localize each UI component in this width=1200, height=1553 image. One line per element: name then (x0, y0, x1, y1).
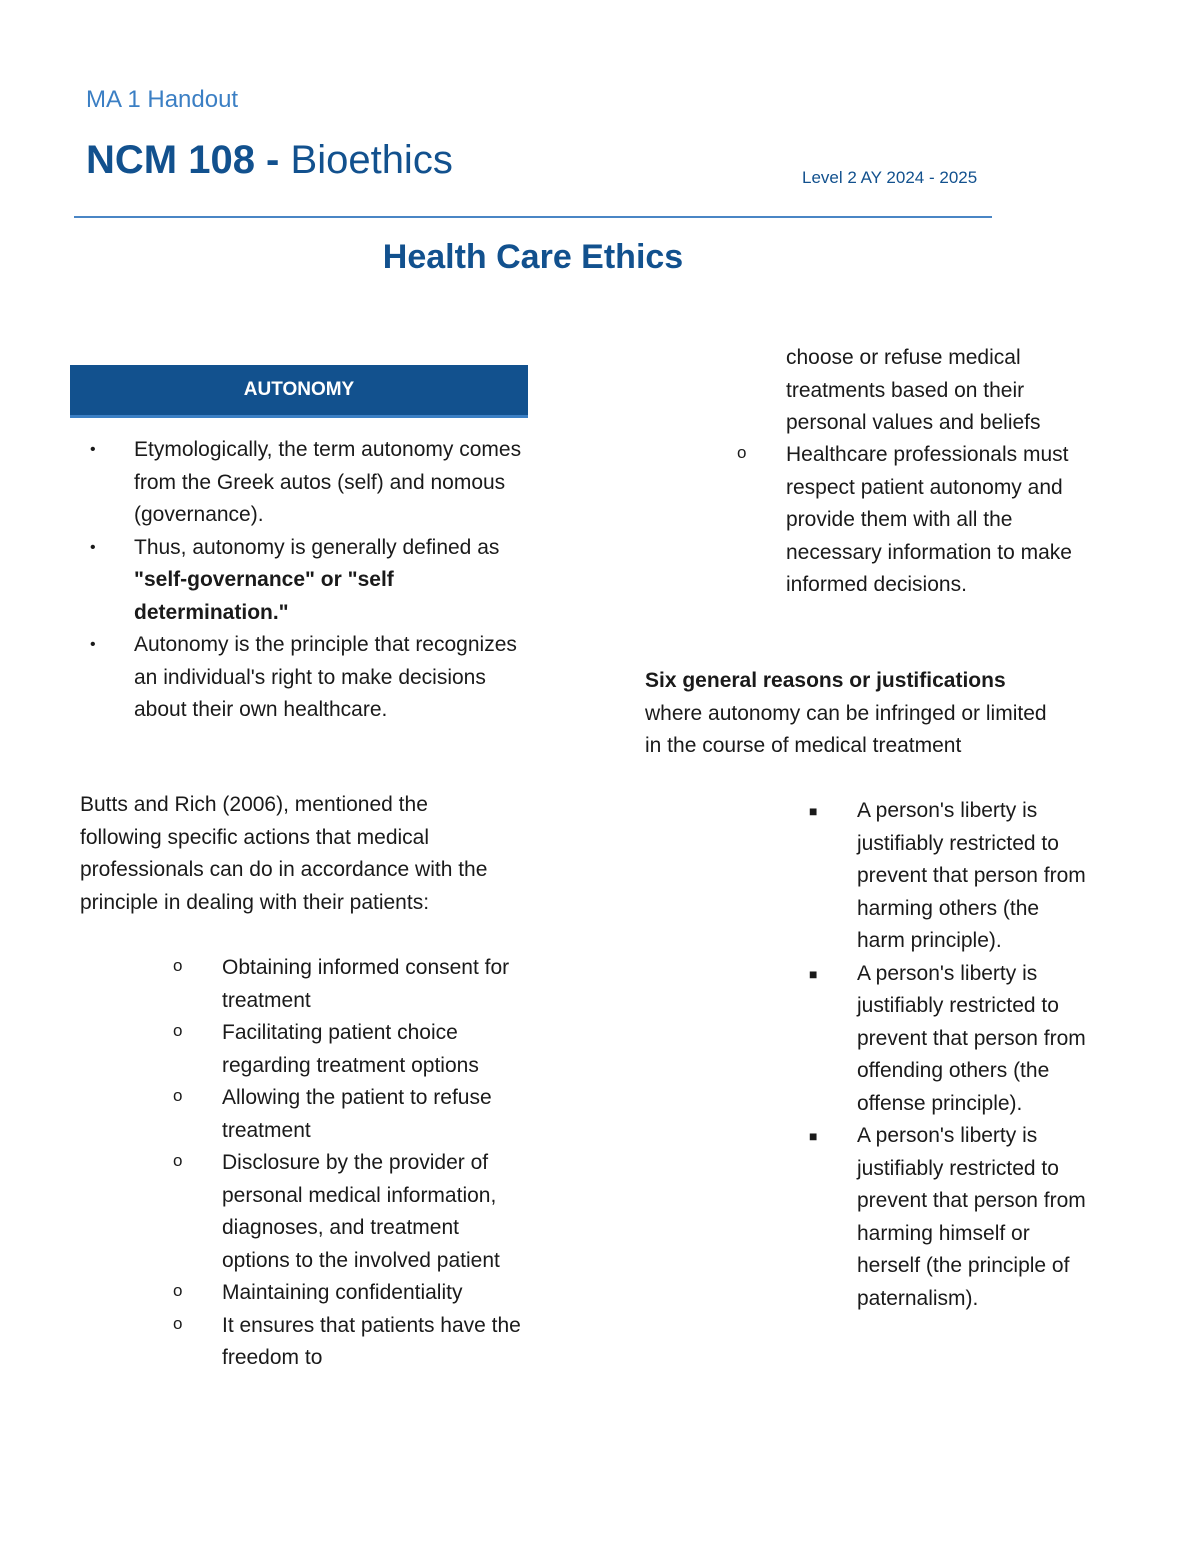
section-banner (70, 365, 528, 418)
section-banner-label: AUTONOMY (243, 379, 355, 400)
six-reasons-text: where autonomy can be infringed or limited in the course of medical treatment (645, 701, 1047, 757)
list-item-bold-text: "self-governance" or "self determination." (134, 568, 394, 624)
list-item: ■ A person's liberty is justifiably restricted to prevent that person from offending others (the offense principle). (857, 958, 1092, 1121)
principles-list (857, 795, 1092, 1315)
list-item: o Allowing the patient to refuse treatment (222, 1082, 522, 1147)
actions-list (222, 952, 522, 1375)
six-reasons-heading: Six general reasons or justifications (645, 669, 1006, 692)
list-item: o Healthcare professionals must respect patient autonomy and provide them with all the necessary information to make informed decisions. (786, 439, 1076, 602)
list-item: ■ A person's liberty is justifiably restricted to prevent that person from harming himself or herself (the principle of paternalism). (857, 1120, 1092, 1315)
list-item (134, 532, 534, 630)
healthcare-list (786, 439, 1076, 602)
list-item: • Etymologically, the term autonomy comes from the Greek autos (self) and nomous (governance). (134, 434, 534, 532)
list-item: o Obtaining informed consent for treatment (222, 952, 522, 1017)
list-item-text: Thus, autonomy is generally defined as (134, 535, 500, 559)
handout-label: MA 1 Handout (86, 86, 239, 113)
butts-rich-paragraph: Butts and Rich (2006), mentioned the following specific actions that medical professionals can do in accordance with the principle in dealing with their patients: (80, 793, 488, 914)
autonomy-bullets (134, 434, 534, 727)
course-title (86, 138, 453, 183)
list-item: o Facilitating patient choice regarding treatment options (222, 1017, 522, 1082)
list-item: o Maintaining confidentiality (222, 1277, 522, 1310)
six-reasons-paragraph (645, 665, 1065, 763)
list-item: • Autonomy is the principle that recognizes an individual's right to make decisions about their own healthcare. (134, 629, 534, 727)
continuation-text: choose or refuse medical treatments based on their personal values and beliefs (786, 346, 1041, 434)
course-name: Bioethics (290, 138, 453, 182)
level-label: Level 2 AY 2024 - 2025 (802, 168, 978, 187)
header-divider (74, 216, 992, 218)
list-item: o Disclosure by the provider of personal medical information, diagnoses, and treatment options to the involved patient (222, 1147, 522, 1277)
course-code: NCM 108 - (86, 138, 280, 182)
list-item: ■ A person's liberty is justifiably restricted to prevent that person from harming others (the harm principle). (857, 795, 1092, 958)
page-title: Health Care Ethics (382, 238, 684, 276)
list-item: o It ensures that patients have the freedom to (222, 1310, 522, 1375)
